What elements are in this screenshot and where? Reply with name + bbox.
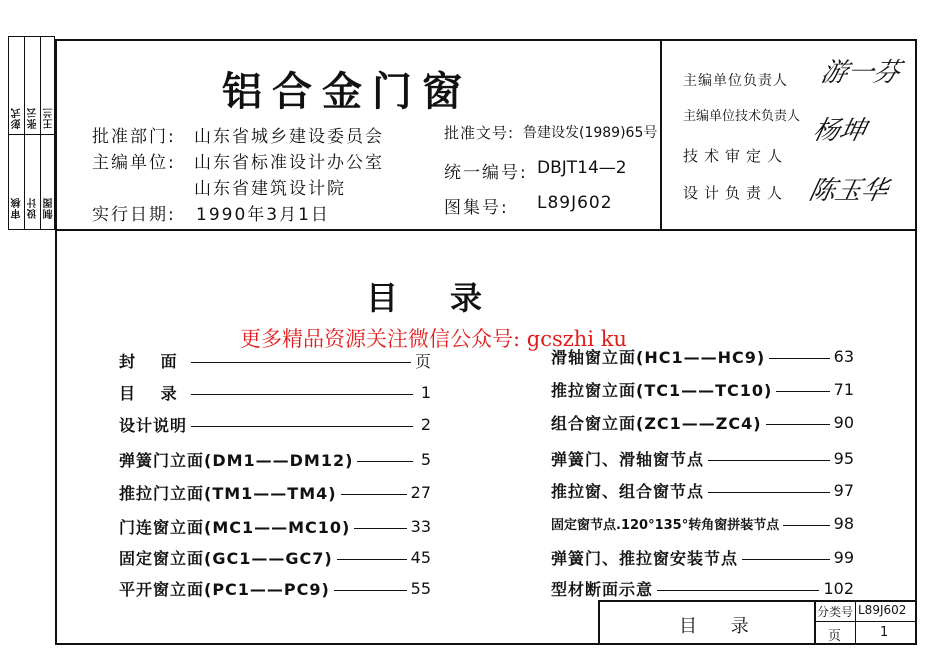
side-signature-draw: 王兰 xyxy=(44,107,55,129)
toc-item-label: 型材断面示意 xyxy=(551,579,654,599)
title-block-left xyxy=(598,600,600,644)
toc-item[interactable] xyxy=(119,413,431,435)
toc-item[interactable] xyxy=(119,481,431,503)
toc-item-label: 弹簧门、滑轴窗节点 xyxy=(551,449,705,469)
toc-item-page: 27 xyxy=(410,482,431,502)
toc-leader xyxy=(708,492,830,493)
toc-leader xyxy=(191,362,411,363)
side-label-design: 设计 xyxy=(28,197,39,219)
toc-item-page: 33 xyxy=(410,516,431,536)
role-design-lead: 设计负责人 xyxy=(683,184,789,202)
toc-item-page: 98 xyxy=(833,513,854,533)
signature-design-lead: 陈玉华 xyxy=(806,176,891,206)
toc-item[interactable] xyxy=(551,447,854,469)
toc-item-label: 固定窗立面(GC1——GC7) xyxy=(119,548,333,568)
toc-item[interactable] xyxy=(119,448,431,470)
side-label-draw: 制图 xyxy=(44,197,55,219)
signature-chief-unit: 游一芬 xyxy=(818,58,903,88)
toc-item-label: 弹簧门立面(DM1——DM12) xyxy=(119,450,354,470)
toc-leader xyxy=(766,424,830,425)
toc-leader xyxy=(708,460,830,461)
toc-leader xyxy=(357,461,413,462)
toc-leader xyxy=(742,559,830,560)
watermark-text: 更多精品资源关注微信公众号: gcszhi ku xyxy=(240,327,627,351)
toc-item-page: 63 xyxy=(833,346,854,366)
toc-title: 目录 xyxy=(366,279,535,317)
editor-label: 主编单位: xyxy=(92,153,176,173)
toc-item[interactable] xyxy=(551,512,854,534)
toc-item[interactable] xyxy=(551,345,854,367)
toc-item[interactable] xyxy=(119,515,431,537)
editor-unit-2: 山东省建筑设计院 xyxy=(194,179,346,199)
toc-item-page: 45 xyxy=(410,547,431,567)
unified-no: DBJT14—2 xyxy=(537,158,627,178)
toc-item-label: 封 面 xyxy=(119,351,187,371)
class-no: L89J602 xyxy=(858,603,907,617)
role-tech-review: 技术审定人 xyxy=(683,147,789,165)
toc-item-label: 组合窗立面(ZC1——ZC4) xyxy=(551,413,762,433)
unified-no-label: 统一编号: xyxy=(444,163,528,183)
toc-item-page: 5 xyxy=(420,449,431,469)
toc-item-page: 95 xyxy=(833,448,854,468)
title-block-page-label: 页 xyxy=(828,629,842,644)
toc-item-page: 页 xyxy=(414,351,431,371)
toc-item-label: 目 录 xyxy=(119,383,187,403)
title-block-page: 1 xyxy=(880,625,889,640)
toc-item[interactable] xyxy=(551,546,854,568)
header-divider xyxy=(55,229,917,231)
toc-leader xyxy=(769,358,829,359)
toc-item-label: 推拉窗、组合窗节点 xyxy=(551,481,705,501)
toc-leader xyxy=(354,528,406,529)
doc-no: 鲁建设发(1989)65号 xyxy=(523,125,658,141)
toc-item-page: 1 xyxy=(420,382,431,402)
toc-leader xyxy=(334,590,407,591)
class-no-label: 分类号 xyxy=(817,605,854,619)
toc-leader xyxy=(191,394,413,395)
approval-dept-label: 批准部门: xyxy=(92,127,176,147)
toc-item[interactable] xyxy=(119,577,431,599)
toc-item-label: 推拉门立面(TM1——TM4) xyxy=(119,483,337,503)
toc-leader xyxy=(783,525,829,526)
toc-leader xyxy=(657,590,819,591)
toc-leader xyxy=(341,494,407,495)
toc-item-page: 97 xyxy=(833,480,854,500)
toc-item-page: 99 xyxy=(833,547,854,567)
toc-item-page: 71 xyxy=(833,379,854,399)
toc-item-label: 推拉窗立面(TC1——TC10) xyxy=(551,380,773,400)
doc-no-label: 批准文号: xyxy=(444,124,515,142)
atlas-no: L89J602 xyxy=(537,193,613,213)
toc-item-label: 弹簧门、推拉窗安装节点 xyxy=(551,548,739,568)
toc-item-label: 设计说明 xyxy=(119,415,188,435)
toc-item[interactable] xyxy=(551,378,854,400)
toc-item-label: 固定窗节点.120°135°转角窗拼装节点 xyxy=(551,517,780,533)
toc-leader xyxy=(191,426,413,427)
toc-item-label: 平开窗立面(PC1——PC9) xyxy=(119,579,330,599)
toc-item[interactable] xyxy=(119,349,431,371)
toc-leader xyxy=(776,391,829,392)
toc-item-label: 门连窗立面(MC1——MC10) xyxy=(119,517,351,537)
page-title: 铝合金门窗 xyxy=(222,68,472,115)
approval-dept: 山东省城乡建设委员会 xyxy=(194,127,384,147)
toc-item-page: 55 xyxy=(410,578,431,598)
editor-unit-1: 山东省标准设计办公室 xyxy=(194,153,384,173)
header-roles-divider xyxy=(660,39,662,230)
role-tech-chief: 主编单位技术负责人 xyxy=(683,109,801,124)
title-block-name: 目 录 xyxy=(679,616,763,637)
side-signature-design: 张云 xyxy=(28,107,39,129)
role-chief-unit: 主编单位负责人 xyxy=(683,73,788,89)
effective-date-label: 实行日期: xyxy=(92,205,176,225)
toc-item[interactable] xyxy=(551,577,854,599)
atlas-no-label: 图集号: xyxy=(444,198,509,218)
toc-leader xyxy=(337,559,407,560)
signature-tech-chief: 杨坤 xyxy=(810,116,869,146)
toc-item-page: 102 xyxy=(823,578,854,598)
side-signature-review: 彭式 xyxy=(12,107,23,129)
toc-item[interactable] xyxy=(119,381,431,403)
title-block-top xyxy=(598,600,916,602)
side-label-review: 审核 xyxy=(12,197,23,219)
toc-item-label: 滑轴窗立面(HC1——HC9) xyxy=(551,347,766,367)
toc-item-page: 2 xyxy=(420,414,431,434)
toc-item-page: 90 xyxy=(833,412,854,432)
toc-item[interactable] xyxy=(551,411,854,433)
side-approval-strip xyxy=(8,36,55,230)
title-block-row xyxy=(814,621,916,622)
toc-item[interactable] xyxy=(551,479,854,501)
toc-item[interactable] xyxy=(119,546,431,568)
effective-date: 1990年3月1日 xyxy=(196,205,330,225)
